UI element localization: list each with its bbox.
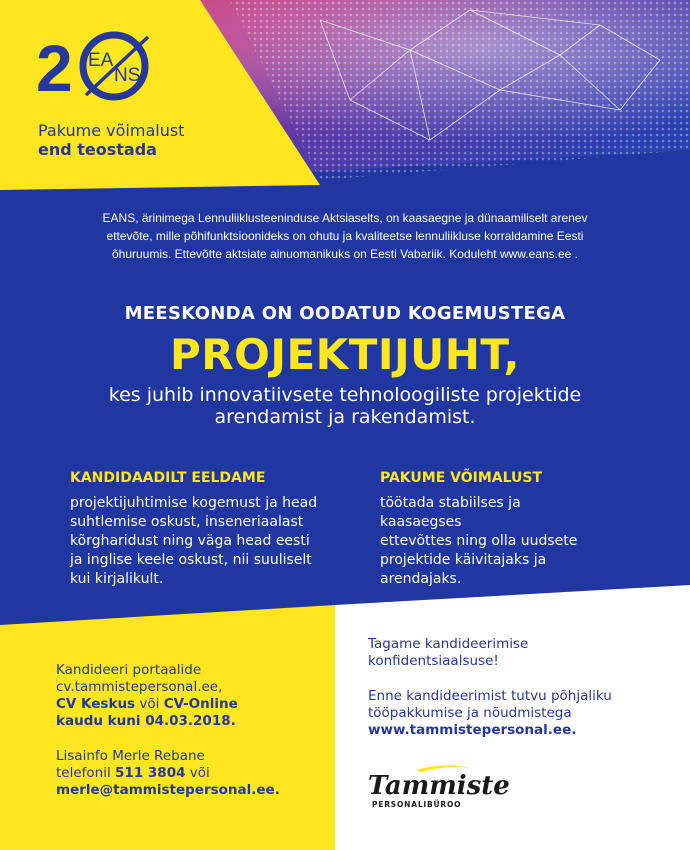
- phone-suffix: või: [185, 765, 210, 781]
- offer-heading: PAKUME VÕIMALUST: [380, 470, 543, 486]
- conf-line1: Tagame kandideerimise: [368, 636, 529, 652]
- requirements-line: suhtlemise oskust, inseneriaalast: [70, 514, 304, 530]
- requirements-line: kui kirjalikult.: [70, 571, 164, 587]
- intro-line1: EANS, ärinimega Lennuliiklusteeninduse Aktsiaselts, on kaasaegne ja dünaamiliselt arenev: [102, 211, 588, 225]
- read-more-note: [368, 688, 612, 739]
- logo-ea: EA: [88, 50, 114, 71]
- offer-line: ettevõttes ning olla uudsete: [380, 533, 578, 549]
- tagline-line2: end teostada: [38, 140, 157, 159]
- website-link[interactable]: www.tammistepersonal.ee.: [368, 722, 577, 738]
- contact-phone-line: [56, 765, 280, 782]
- logo-number: 2: [36, 31, 73, 105]
- offer-line: arendajaks.: [380, 571, 462, 587]
- confidentiality-note: [368, 636, 528, 670]
- requirements-heading: KANDIDAADILT EELDAME: [70, 470, 266, 486]
- tammiste-sub: PERSONALIBÜROO: [372, 800, 462, 809]
- subtitle-line2: arendamist ja rakendamist.: [214, 406, 476, 428]
- logo-ns: NS: [114, 65, 141, 86]
- requirements-line: projektijuhtimise kogemust ja head: [70, 495, 318, 511]
- company-intro: [45, 209, 645, 263]
- offer-line: projektide käivitajaks ja: [380, 552, 547, 568]
- eans-logo: [36, 33, 166, 103]
- conf-line2: konfidentsiaalsuse!: [368, 653, 499, 669]
- contact-email-link[interactable]: merle@tammistepersonal.ee.: [56, 782, 280, 798]
- contact-line1: Lisainfo Merle Rebane: [56, 748, 205, 764]
- job-subtitle: [80, 384, 610, 428]
- requirements-line: ja inglise keele oskust, nii suuliselt: [70, 552, 312, 568]
- phone-label: telefonil: [56, 765, 116, 781]
- apply-portal-link[interactable]: cv.tammistepersonal.ee,: [56, 679, 223, 695]
- contact-block: [56, 748, 280, 799]
- offer-line: töötada stabiilses ja kaasaegses: [380, 495, 521, 530]
- apply-or: või: [135, 696, 164, 712]
- apply-block: [56, 662, 238, 730]
- offer-text: [380, 494, 590, 589]
- read-line2: tööpakkumise ja nõudmistega: [368, 705, 572, 721]
- cv-online-link[interactable]: CV-Online: [163, 696, 238, 712]
- tammiste-logo: [366, 762, 510, 812]
- tagline-line1: Pakume võimalust: [38, 121, 185, 140]
- phone-number[interactable]: 511 3804: [115, 765, 186, 781]
- read-line1: Enne kandideerimist tutvu põhjaliku: [368, 688, 612, 704]
- cv-keskus-link[interactable]: CV Keskus: [56, 696, 136, 712]
- job-title: PROJEKTIJUHT,: [170, 330, 520, 379]
- requirements-text: [70, 494, 350, 589]
- intro-line3: õhuruumis. Ettevõtte aktsiate ainuomanikuks on Eesti Vabariik. Koduleht www.eans.ee .: [111, 247, 579, 261]
- subtitle-line1: kes juhib innovatiivsete tehnoloogiliste projektide: [108, 384, 582, 406]
- tagline: [38, 121, 184, 159]
- intro-line2: ettevõte, mille põhifunktsioonideks on ohutu ja kvaliteetse lennuliikluse korraldamine Eesti: [106, 229, 584, 243]
- apply-line3: [56, 696, 238, 713]
- apply-line1: Kandideeri portaalide: [56, 662, 202, 678]
- tammiste-name: Tammiste: [368, 771, 510, 801]
- apply-deadline: kaudu kuni 04.03.2018.: [56, 713, 236, 729]
- requirements-line: kõrgharidust ning väga head eesti: [70, 533, 310, 549]
- team-heading: MEESKONDA ON OODATUD KOGEMUSTEGA: [124, 303, 566, 324]
